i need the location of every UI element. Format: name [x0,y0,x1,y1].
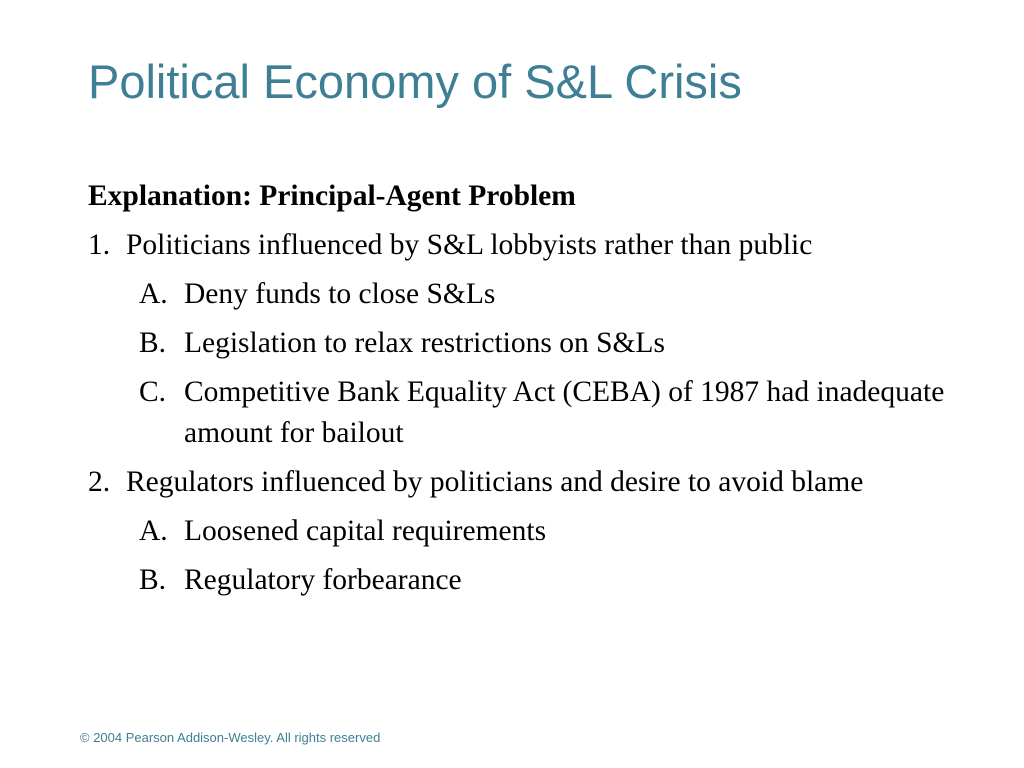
section-heading: Explanation: Principal-Agent Problem [88,180,576,212]
sub-item-2a [139,511,948,552]
sub-letter: B. [139,564,167,596]
sub-item-1b [139,323,948,364]
sub-letter: B. [139,327,167,359]
list-number: 1. [88,229,111,261]
sub-text: Regulatory forbearance [184,564,462,596]
slide-body [88,176,948,609]
list-item-2 [88,462,948,503]
sub-text: Competitive Bank Equality Act (CEBA) of 1987 had inadequate amount for bailout [184,376,945,449]
sub-letter: A. [139,278,168,310]
slide-title: Political Economy of S&L Crisis [88,55,742,108]
sub-item-1a [139,274,948,315]
sub-text: Deny funds to close S&Ls [184,278,496,310]
sub-text: Loosened capital requirements [184,515,547,547]
list-text: Regulators influenced by politicians and desire to avoid blame [126,466,864,498]
sub-item-1c [139,372,948,454]
sub-item-2b [139,560,948,601]
sub-letter: C. [139,376,167,408]
sub-text: Legislation to relax restrictions on S&Ls [184,327,665,359]
list-item-1 [88,225,948,266]
sub-letter: A. [139,515,168,547]
copyright-footer: © 2004 Pearson Addison-Wesley. All rights reserved [80,730,381,745]
list-number: 2. [88,466,111,498]
list-text: Politicians influenced by S&L lobbyists rather than public [126,229,813,261]
